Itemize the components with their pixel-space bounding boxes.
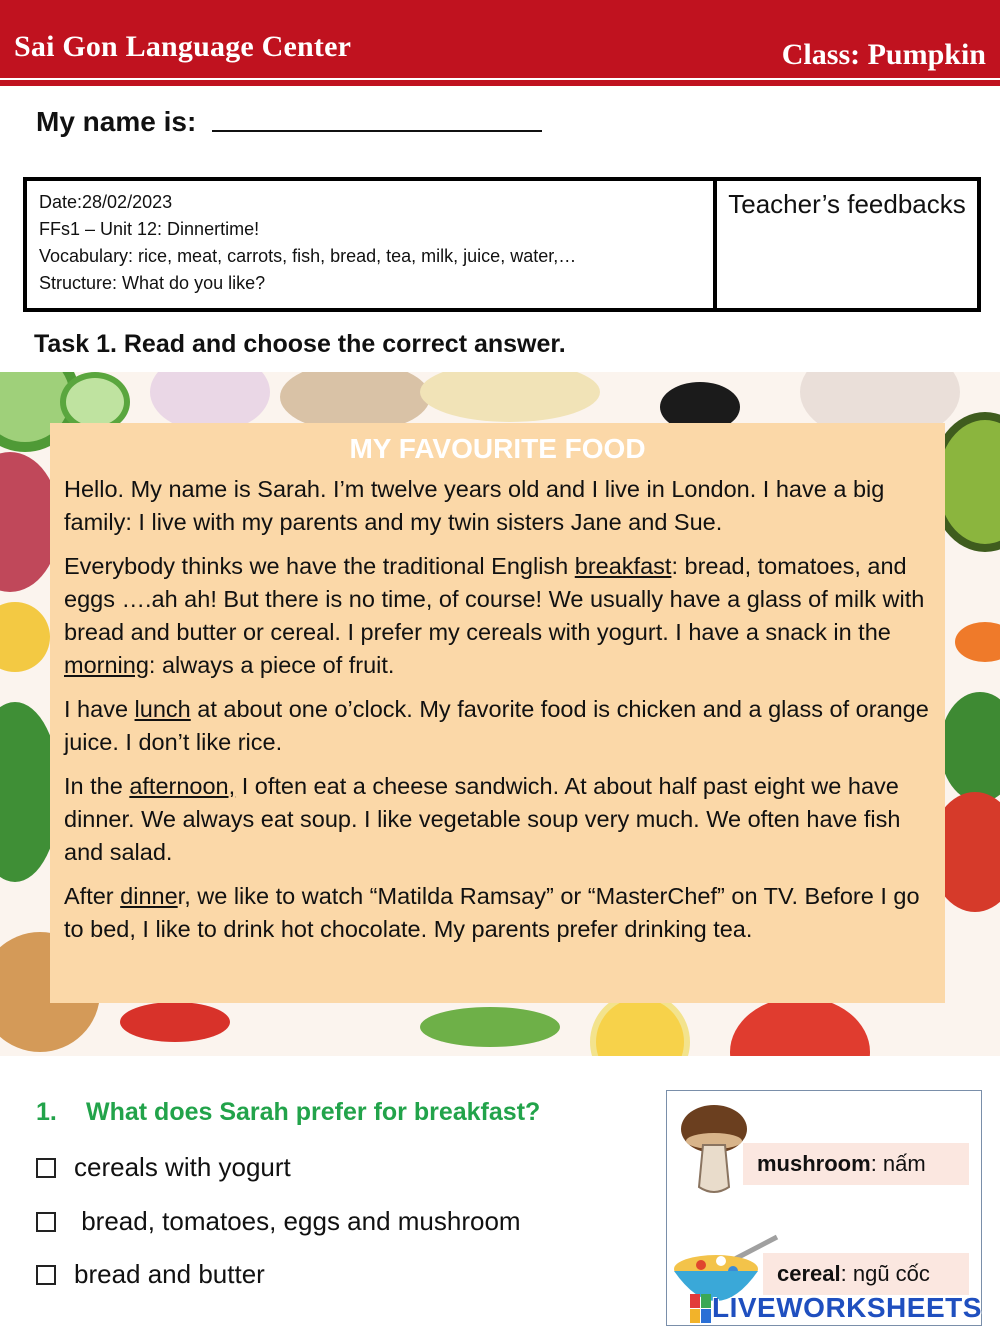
name-input-line[interactable] bbox=[212, 130, 542, 132]
text-span: I often eat a cheese sandwich. At about half past eight we have dinner. We always eat soup. I like vegetable soup very much. We often have fish and salad. bbox=[64, 773, 901, 865]
class-name: Class: Pumpkin bbox=[781, 38, 986, 71]
lesson-vocabulary: Vocabulary: rice, meat, carrots, fish, bread, tea, milk, juice, water,… bbox=[39, 246, 577, 266]
reading-paragraph-1: Hello. My name is Sarah. I’m twelve years old and I live in London. I have a big family: I live with my parents and my twin sisters Jane and Sue. bbox=[64, 476, 885, 535]
answer-option-label: cereals with yogurt bbox=[74, 1152, 291, 1182]
text-span: I have bbox=[64, 696, 135, 722]
underlined-word: morning bbox=[64, 652, 149, 678]
vocabulary-box bbox=[666, 1090, 982, 1326]
header-divider bbox=[0, 78, 1000, 80]
tomato-icon bbox=[730, 997, 870, 1056]
underlined-word: breakfast bbox=[574, 553, 672, 579]
answer-option[interactable] bbox=[36, 1206, 521, 1237]
pasta-icon bbox=[420, 372, 600, 422]
checkbox[interactable] bbox=[36, 1212, 56, 1232]
checkbox[interactable] bbox=[36, 1265, 56, 1285]
lemon-icon bbox=[0, 602, 50, 672]
text-span: After bbox=[64, 883, 121, 909]
header-bottom-rule bbox=[0, 82, 1000, 86]
text-span: : always a piece of fruit. bbox=[148, 652, 395, 678]
lesson-unit: FFs1 – Unit 12: Dinnertime! bbox=[39, 219, 260, 239]
text-span: r, we like to watch “Matilda Ramsay” or “MasterChef” on TV. Before I go to bed, I like to drink hot chocolate. My parents prefer drinking tea. bbox=[64, 883, 920, 942]
lesson-info bbox=[27, 181, 717, 308]
chili-icon bbox=[120, 1002, 230, 1042]
header-bar bbox=[0, 0, 1000, 82]
info-table bbox=[23, 177, 981, 312]
teacher-feedback-cell bbox=[717, 181, 977, 308]
center-name: Sai Gon Language Center bbox=[14, 30, 352, 63]
underlined-word: lunch bbox=[134, 696, 191, 722]
checkbox[interactable] bbox=[36, 1158, 56, 1178]
vocab-item-mushroom bbox=[743, 1143, 969, 1185]
lesson-structure: Structure: What do you like? bbox=[39, 273, 266, 293]
basil-leaf-icon bbox=[940, 692, 1000, 802]
lesson-date: Date:28/02/2023 bbox=[39, 192, 173, 212]
question-number: 1. bbox=[36, 1098, 57, 1126]
teacher-feedback-label: Teacher’s feedbacks bbox=[728, 189, 966, 219]
watermark: LIVEWORKSHEETS bbox=[712, 1292, 982, 1323]
text-span: In the bbox=[64, 773, 130, 799]
underlined-word: afternoon, bbox=[129, 773, 236, 799]
reading-paragraph-2 bbox=[64, 550, 931, 682]
answer-option-label: bread and butter bbox=[74, 1259, 265, 1289]
mushroom-icon bbox=[679, 1101, 749, 1197]
question-text: What does Sarah prefer for breakfast? bbox=[86, 1098, 541, 1126]
vocab-word: mushroom bbox=[757, 1151, 871, 1176]
answer-option-label: bread, tomatoes, eggs and mushroom bbox=[74, 1206, 521, 1236]
text-span: at about one o’clock. My favorite food is chicken and a glass of orange juice. I don’t like rice. bbox=[64, 696, 929, 755]
answer-option[interactable] bbox=[36, 1152, 291, 1183]
vocab-item-cereal bbox=[763, 1253, 969, 1295]
name-label: My name is: bbox=[36, 106, 197, 137]
vocab-meaning: : ngũ cốc bbox=[840, 1261, 930, 1286]
reading-title: MY FAVOURITE FOOD bbox=[349, 433, 646, 464]
question-title bbox=[36, 1098, 540, 1127]
answer-option[interactable] bbox=[36, 1259, 265, 1290]
reading-paragraph-4 bbox=[64, 770, 931, 869]
text-span: Everybody thinks we have the traditional English bbox=[64, 553, 575, 579]
carrot-icon bbox=[955, 622, 1000, 662]
task-title: Task 1. Read and choose the correct answer. bbox=[34, 330, 566, 358]
liveworksheets-logo-icon bbox=[690, 1294, 712, 1324]
underlined-word: dinne bbox=[120, 883, 178, 909]
peas-icon bbox=[420, 1007, 560, 1047]
vocab-word: cereal bbox=[777, 1261, 841, 1286]
reading-paragraph-3 bbox=[64, 693, 931, 759]
reading-paragraph-5 bbox=[64, 880, 931, 946]
vocab-meaning: : nấm bbox=[870, 1151, 926, 1176]
text-span: : bread, tomatoes, and eggs ….ah ah! But there is no time, of course! We usually have a glass of milk with bread and butter or cereal. I prefer my cereals with yogurt. I have a snack in the bbox=[64, 553, 925, 645]
reading-passage bbox=[50, 423, 945, 1003]
